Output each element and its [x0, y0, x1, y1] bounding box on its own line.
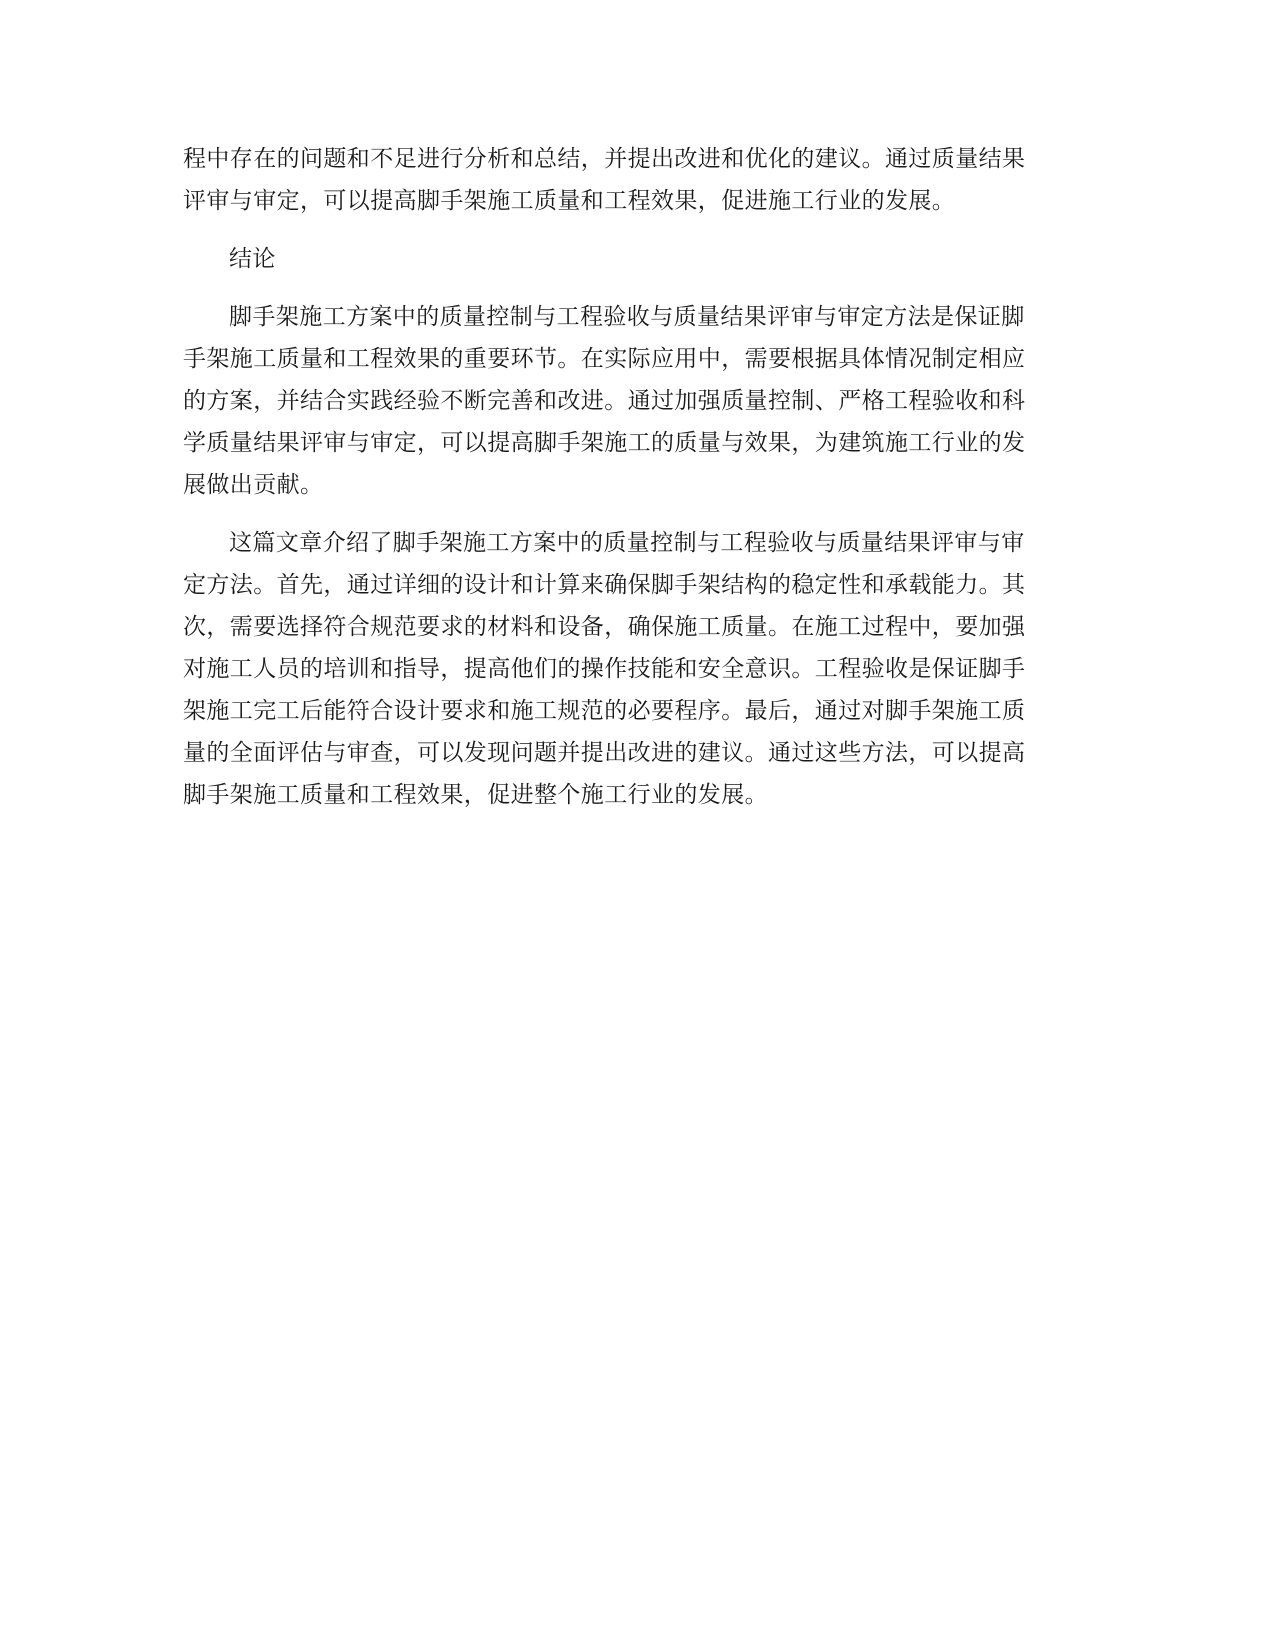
paragraph-conclusion [183, 296, 1087, 506]
paragraph-summary [183, 522, 1087, 816]
text-line: 脚手架施工方案中的质量控制与工程验收与质量结果评审与审定方法是保证脚 [229, 304, 1025, 330]
text-line: 定方法。首先，通过详细的设计和计算来确保脚手架结构的稳定性和承载能力。其 [183, 572, 1026, 598]
text-line: 脚手架施工质量和工程效果，促进整个施工行业的发展。 [183, 782, 768, 808]
text-line: 这篇文章介绍了脚手架施工方案中的质量控制与工程验收与质量结果评审与审 [229, 530, 1025, 556]
text-line: 学质量结果评审与审定，可以提高脚手架施工的质量与效果，为建筑施工行业的发 [183, 430, 1026, 456]
text-line: 的方案，并结合实践经验不断完善和改进。通过加强质量控制、严格工程验收和科 [183, 388, 1026, 414]
text-line: 程中存在的问题和不足进行分析和总结，并提出改进和优化的建议。通过质量结果 [183, 146, 1026, 172]
text-line: 手架施工质量和工程效果的重要环节。在实际应用中，需要根据具体情况制定相应 [183, 346, 1026, 372]
section-heading [183, 238, 1087, 280]
text-line: 量的全面评估与审查，可以发现问题并提出改进的建议。通过这些方法，可以提高 [183, 740, 1026, 766]
text-line: 评审与审定，可以提高脚手架施工质量和工程效果，促进施工行业的发展。 [183, 188, 956, 214]
document-page [183, 138, 1087, 832]
text-line: 次，需要选择符合规范要求的材料和设备，确保施工质量。在施工过程中，要加强 [183, 614, 1026, 640]
heading-text: 结论 [229, 246, 276, 272]
text-line: 对施工人员的培训和指导，提高他们的操作技能和安全意识。工程验收是保证脚手 [183, 656, 1026, 682]
text-line: 架施工完工后能符合设计要求和施工规范的必要程序。最后，通过对脚手架施工质 [183, 698, 1026, 724]
paragraph-continued [183, 138, 1087, 222]
text-line: 展做出贡献。 [183, 472, 324, 498]
